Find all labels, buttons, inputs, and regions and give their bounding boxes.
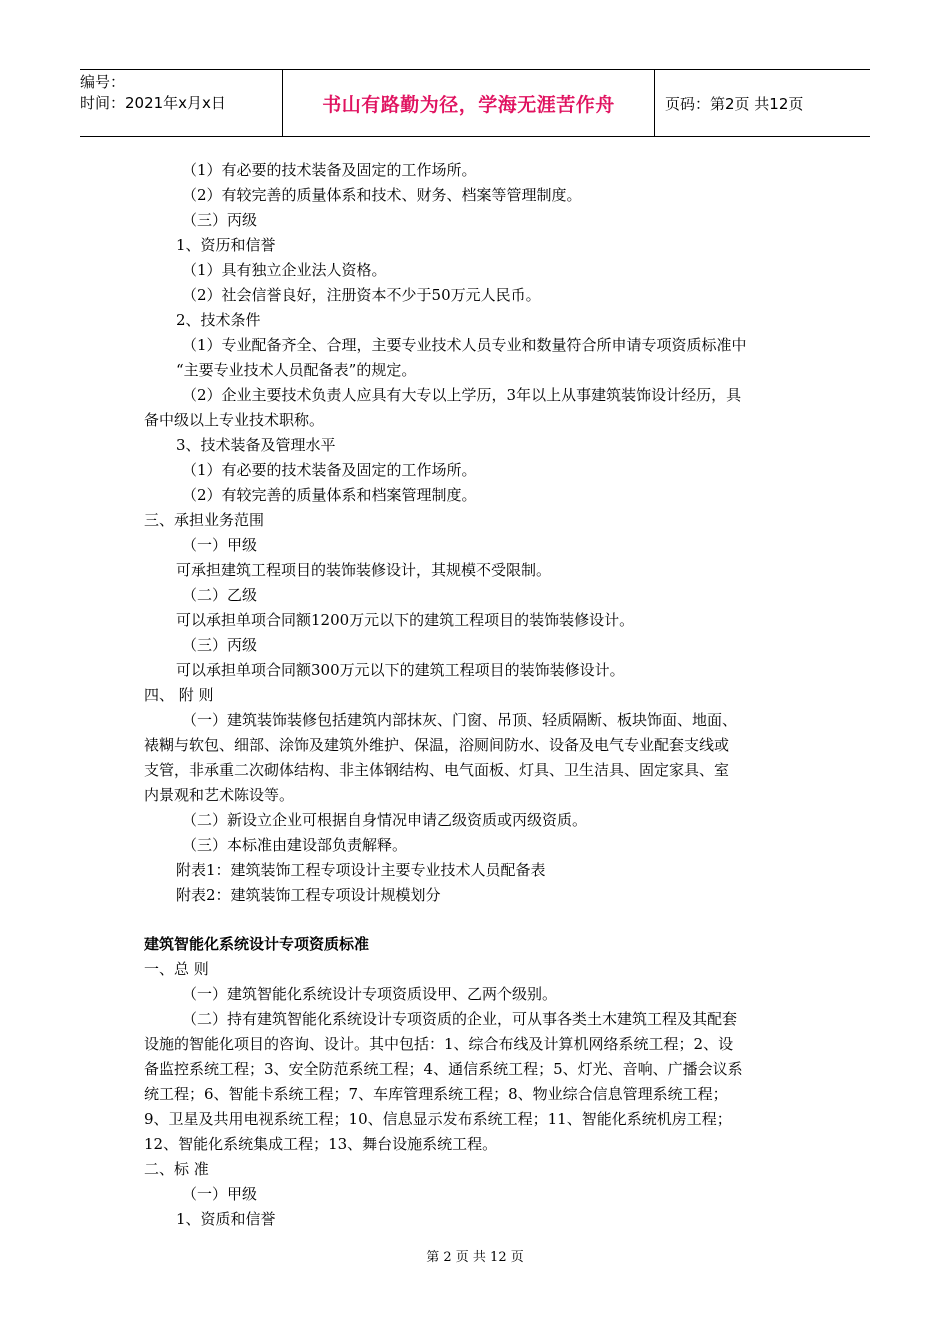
text-line: 2、技术条件: [176, 311, 261, 329]
text-line: 备监控系统工程；3、安全防范系统工程；4、通信系统工程；5、灯光、音响、广播会议系: [144, 1060, 743, 1078]
document-number-label: 编号：: [80, 73, 126, 91]
text-line: （1）有必要的技术装备及固定的工作场所。: [182, 161, 477, 179]
section-title: 建筑智能化系统设计专项资质标准: [144, 935, 370, 953]
text-line: （三）丙级: [182, 211, 258, 229]
text-line: （1）具有独立企业法人资格。: [182, 261, 387, 279]
text-line: 1、资质和信誉: [176, 1210, 276, 1228]
text-line: （二）新设立企业可根据自身情况申请乙级资质或丙级资质。: [182, 811, 588, 829]
text-line: 一、总 则: [144, 960, 209, 978]
text-line: 二、标 准: [144, 1160, 209, 1178]
text-line: （2）企业主要技术负责人应具有大专以上学历，3年以上从事建筑装饰设计经历，具: [182, 386, 742, 404]
header-motto-cell: [282, 70, 655, 136]
text-line: 1、资历和信誉: [176, 236, 276, 254]
page-header: [80, 69, 870, 137]
text-line: 三、承担业务范围: [144, 511, 265, 529]
text-line: “主要专业技术人员配备表”的规定。: [176, 361, 417, 379]
text-line: 统工程；6、智能卡系统工程；7、车库管理系统工程；8、物业综合信息管理系统工程；: [144, 1085, 728, 1103]
document-body: [144, 158, 808, 1232]
paragraph-block-qualification: [144, 158, 808, 908]
text-line: （一）建筑装饰装修包括建筑内部抹灰、门窗、吊顶、轻质隔断、板块饰面、地面、: [182, 711, 738, 729]
text-line: 12、智能化系统集成工程；13、舞台设施系统工程。: [144, 1135, 498, 1153]
text-line: （三）丙级: [182, 636, 258, 654]
text-line: 内景观和艺术陈设等。: [144, 786, 295, 804]
text-line: （2）社会信誉良好，注册资本不少于50万元人民币。: [182, 286, 541, 304]
text-line: 可以承担单项合同额1200万元以下的建筑工程项目的装饰装修设计。: [176, 611, 635, 629]
text-line: 备中级以上专业技术职称。: [144, 411, 325, 429]
text-line: 附表2：建筑装饰工程专项设计规模划分: [176, 886, 441, 904]
section-spacer: [144, 908, 808, 932]
header-page-info: 页码：第2页 共12页: [665, 94, 804, 113]
text-line: （一）建筑智能化系统设计专项资质设甲、乙两个级别。: [182, 985, 558, 1003]
text-line: 支管，非承重二次砌体结构、非主体钢结构、电气面板、灯具、卫生洁具、固定家具、室: [144, 761, 730, 779]
text-line: （二）持有建筑智能化系统设计专项资质的企业，可从事各类土木建筑工程及其配套: [182, 1010, 738, 1028]
header-page-info-cell: [655, 70, 870, 136]
page-footer: 第 2 页 共 12 页: [426, 1250, 524, 1265]
text-line: 可以承担单项合同额300万元以下的建筑工程项目的装饰装修设计。: [176, 661, 625, 679]
text-line: （2）有较完善的质量体系和技术、财务、档案等管理制度。: [182, 186, 582, 204]
header-meta: [80, 70, 282, 136]
text-line: 附表1：建筑装饰工程专项设计主要专业技术人员配备表: [176, 861, 546, 879]
text-line: 3、技术装备及管理水平: [176, 436, 336, 454]
text-line: （1）有必要的技术装备及固定的工作场所。: [182, 461, 477, 479]
text-line: 四、 附 则: [144, 686, 214, 704]
text-line: （三）本标准由建设部负责解释。: [182, 836, 408, 854]
text-line: （一）甲级: [182, 536, 258, 554]
header-motto: 书山有路勤为径，学海无涯苦作舟: [322, 93, 615, 116]
text-line: 可承担建筑工程项目的装饰装修设计，其规模不受限制。: [176, 561, 552, 579]
paragraph-block-intelligent-systems: [144, 957, 808, 1232]
document-time-label: 时间：2021年x月x日: [80, 94, 226, 112]
text-line: （2）有较完善的质量体系和档案管理制度。: [182, 486, 477, 504]
text-line: 9、卫星及共用电视系统工程；10、信息显示发布系统工程；11、智能化系统机房工程；: [144, 1110, 732, 1128]
text-line: （1）专业配备齐全、合理，主要专业技术人员专业和数量符合所申请专项资质标准中: [182, 336, 747, 354]
text-line: 裱糊与软包、细部、涂饰及建筑外维护、保温，浴厕间防水、设备及电气专业配套支线或: [144, 736, 730, 754]
text-line: 设施的智能化项目的咨询、设计。其中包括：1、综合布线及计算机网络系统工程；2、设: [144, 1035, 734, 1053]
text-line: （二）乙级: [182, 586, 258, 604]
text-line: （一）甲级: [182, 1185, 258, 1203]
